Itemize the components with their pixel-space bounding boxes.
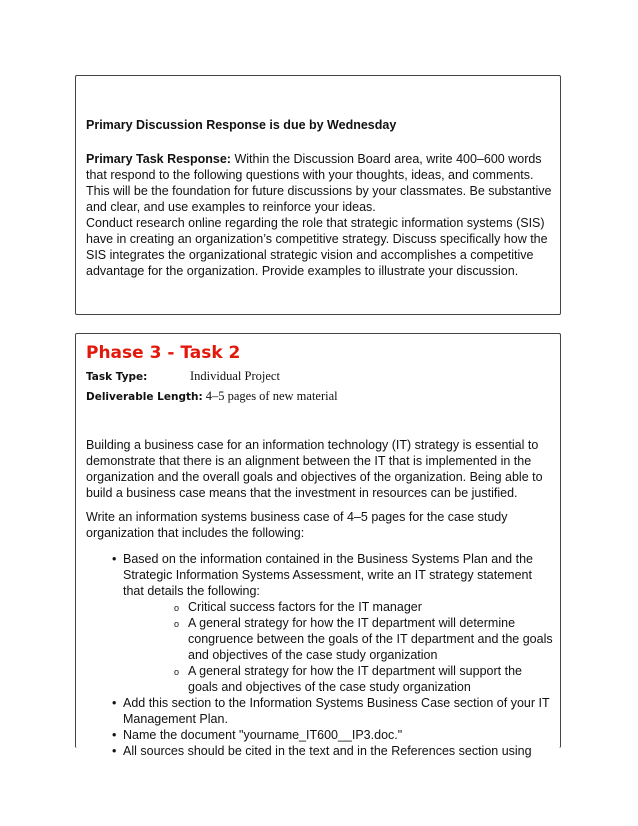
primary-task-paragraph [86,151,554,215]
phase-title: Phase 3 - Task 2 [86,343,241,363]
list-item [112,727,552,743]
discussion-heading: Primary Discussion Response is due by Wednesday [86,118,397,132]
phase-task-box [75,333,561,758]
primary-task-label: Primary Task Response: [86,152,231,166]
deliverable-length-row [86,389,338,404]
circle-bullet-icon: o [174,619,180,629]
circle-bullet-icon: o [174,603,180,613]
list-item-text: Based on the information contained in the Business Systems Plan and the Strategic Information Systems Assessment, write an IT strategy statement that details the following: [123,552,533,598]
instructions-paragraph: Write an information systems business case of 4–5 pages for the case study organization that includes the following: [86,510,508,540]
discussion-response-box [75,75,561,315]
sub-list-item-text: Critical success factors for the IT manager [188,600,422,614]
task-type-value: Individual Project [190,369,280,383]
deliverable-length-label: Deliverable Length: [86,391,203,403]
list-item [112,743,552,759]
sub-list-item [174,615,554,663]
bullet-icon: • [112,728,117,742]
bullet-icon: • [112,552,117,566]
list-item-text: Name the document "yourname_IT600__IP3.doc." [123,728,403,742]
research-paragraph: Conduct research online regarding the role that strategic information systems (SIS) have in creating an organization’s competitive strategy. Discuss specifically how the SIS integrates the organizational strategic vision and accomplishes a competitive advantage for the organization. Provide examples to illustrate your discussion. [86,216,548,278]
sub-list-item-text: A general strategy for how the IT department will determine congruence between the goals of the IT department and the goals and objectives of the case study organization [188,616,553,662]
list-item-text: Add this section to the Information Systems Business Case section of your IT Management Plan. [123,696,550,726]
task-type-label: Task Type: [86,371,148,383]
sub-list-item-text: A general strategy for how the IT department will support the goals and objectives of the case study organization [188,664,522,694]
circle-bullet-icon: o [174,667,180,677]
sub-list-item [174,599,554,615]
sub-list-item [174,663,554,695]
primary-task-text: Within the Discussion Board area, write 400–600 words that respond to the following questions with your thoughts, ideas, and comments. This will be the foundation for future discussions by your classmates. Be substantive and clear, and use examples to reinforce your ideas. [86,152,552,214]
bullet-icon: • [112,744,117,758]
list-item [112,695,552,727]
business-case-paragraph: Building a business case for an information technology (IT) strategy is essential to demonstrate that there is an alignment between the IT that is implemented in the organization and the overall goals and objectives of the organization. Being able to build a business case means that the investment in resources can be justified. [86,438,543,500]
task-type-row [86,369,280,384]
list-item [112,551,552,599]
list-item-text: All sources should be cited in the text and in the References section using [123,744,532,758]
deliverable-length-value: 4–5 pages of new material [205,389,338,403]
bullet-icon: • [112,696,117,710]
